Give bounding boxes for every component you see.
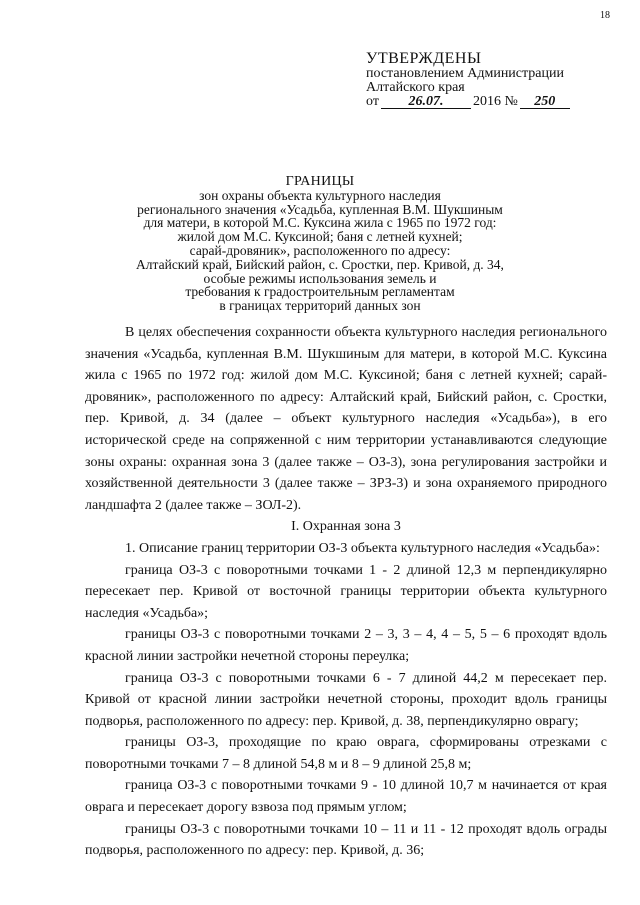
approval-stamp	[366, 51, 606, 109]
title-line: особые режимы использования земель и	[203, 270, 437, 286]
approval-line-1: постановлением Администрации	[366, 66, 564, 81]
intro-paragraph: В целях обеспечения сохранности объекта культурного наследия регионального значения «Усадьба, купленная В.М. Шукшиным для матери, в которой М.С. Куксина жила с 1965 по 1972 год: жилой дом М.С. Куксиной; баня с летней кухней; сарай-дровяник», расположенного по адресу: Алтайский край, Бийский район, с. Сростки, пер. Кривой, д. 34 (далее – объект культурного наследия «Усадьба»), в его исторической среде на сопряженной с ним территории устанавливаются следующие зоны охраны: охранная зона 3 (далее также – ОЗ-3), зона регулирования застройки и хозяйственной деятельности 3 (далее также – ЗРЗ-3) и зона охраняемого природного ландшафта 2 (далее также – ЗОЛ-2).	[85, 325, 607, 513]
document-title	[120, 175, 520, 313]
paragraph: границы ОЗ-3 с поворотными точками 2 – 3, 3 – 4, 4 – 5, 5 – 6 проходят вдоль красной линии застройки нечетной стороны переулка;	[85, 627, 607, 664]
paragraph: границы ОЗ-3, проходящие по краю оврага, сформированы отрезками с поворотными точками 7 – 8 длиной 54,8 м и 8 – 9 длиной 25,8 м;	[85, 735, 607, 772]
approval-heading: УТВЕРЖДЕНЫ	[366, 50, 482, 67]
title-line: регионального значения «Усадьба, купленная В.М. Шукшиным	[137, 201, 503, 217]
title-line: Алтайский край, Бийский район, с. Сростки, пер. Кривой, д. 34,	[136, 256, 504, 272]
approval-date-line	[366, 95, 606, 109]
paragraph: граница ОЗ-3 с поворотными точками 9 - 10 длиной 10,7 м начинается от края оврага и пересекает дорогу взвоза под прямым углом;	[85, 778, 607, 816]
date-prefix: от	[366, 94, 379, 109]
title-line: зон охраны объекта культурного наследия	[199, 187, 441, 203]
approval-line-2: Алтайского края	[366, 80, 465, 95]
title-line: требования к градостроительным регламентам	[185, 284, 455, 300]
page-number: 18	[600, 10, 610, 21]
paragraph: граница ОЗ-3 с поворотными точками 6 - 7 длиной 44,2 м пересекает пер. Кривой от красной линии застройки нечетной стороны, проходит вдоль границы подворья, расположенного по адресу: пер. Кривой, д. 38, перпендикулярно оврагу;	[85, 670, 607, 729]
title-main: ГРАНИЦЫ	[285, 174, 355, 189]
approval-number: 250	[520, 96, 570, 109]
paragraph: граница ОЗ-3 с поворотными точками 1 - 2 длиной 12,3 м перпендикулярно пересекает пер. Кривой от восточной границы территории объекта культурного наследия «Усадьба»;	[85, 562, 607, 621]
title-line: сарай-дровяник», расположенного по адресу:	[189, 242, 451, 258]
paragraph: границы ОЗ-3 с поворотными точками 10 – 11 и 11 - 12 проходят вдоль ограды подворья, расположенного по адресу: пер. Кривой, д. 36;	[85, 821, 607, 859]
document-body	[85, 322, 607, 862]
approval-date: 26.07.	[381, 96, 471, 109]
title-line: жилой дом М.С. Куксиной; баня с летней кухней;	[177, 229, 463, 245]
section-heading: I. Охранная зона 3	[291, 519, 401, 535]
date-year: 2016 №	[472, 94, 518, 109]
paragraph: 1. Описание границ территории ОЗ-3 объекта культурного наследия «Усадьба»:	[125, 540, 600, 556]
title-line: для матери, в которой М.С. Куксина жила с 1965 по 1972 год:	[143, 215, 497, 231]
title-line: в границах территорий данных зон	[219, 298, 421, 314]
